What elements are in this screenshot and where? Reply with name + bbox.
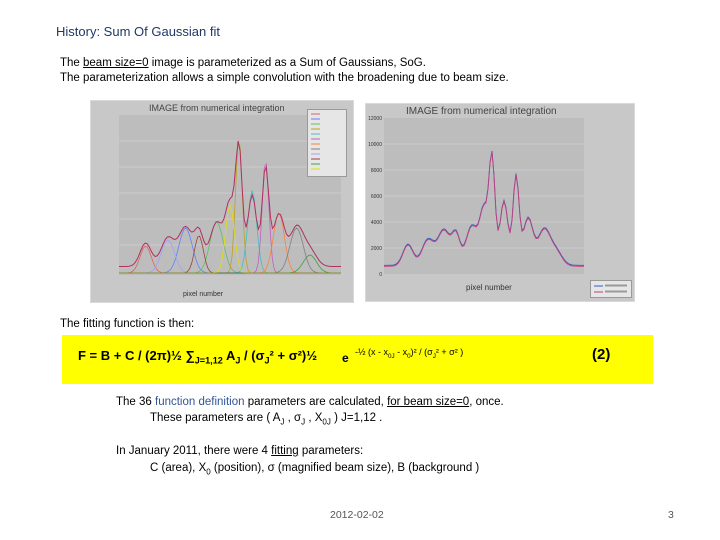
def2-c: , X <box>305 412 323 424</box>
def2-b: , σ <box>284 412 302 424</box>
right-chart-svg <box>384 118 584 274</box>
right-chart-plot-area <box>384 118 584 274</box>
def2-a: These parameters are ( A <box>150 412 281 424</box>
jan2-b: (position), σ (magnified beam size), B (background ) <box>210 462 480 474</box>
slide-date: 2012-02-02 <box>330 509 384 521</box>
right-chart <box>365 103 635 302</box>
formula-main: F = B + C / (2π)½ ∑ <box>78 348 195 363</box>
slide-page-number: 3 <box>668 509 674 521</box>
left-legend-svg <box>308 110 346 176</box>
intro-pre: The <box>60 57 84 69</box>
formula-amplitude-sub: J <box>235 355 241 366</box>
right-ytick-label: 12000 <box>368 116 382 122</box>
january-line-1 <box>116 445 363 457</box>
fitting-formula <box>78 348 317 366</box>
jan-post: parameters: <box>298 445 364 457</box>
definition-line-1 <box>116 396 504 408</box>
def2-sub2: J <box>301 417 306 427</box>
right-chart-xlabel: pixel number <box>466 283 512 292</box>
exp-part-4: ² + σ² ) <box>435 347 464 357</box>
formula-denominator-end: ² + σ²)½ <box>269 348 318 363</box>
slide-title: History: Sum Of Gaussian fit <box>56 24 220 39</box>
equation-number: (2) <box>592 346 611 363</box>
exp-part-3: )² / (σ <box>410 347 433 357</box>
def2-sub1: J <box>280 417 285 427</box>
right-series-line <box>384 152 584 266</box>
def-beam-size: for beam size=0 <box>387 396 470 408</box>
left-series-line <box>119 213 341 273</box>
exp-part-1: -½ (x - x <box>355 347 388 357</box>
intro-post: image is parameterized as a Sum of Gaussians, SoG. <box>148 57 426 69</box>
jan2-sub: 0 <box>206 467 211 477</box>
right-ytick-label: 10000 <box>368 142 382 148</box>
formula-sum-index: J=1,12 <box>194 355 223 366</box>
exp-part-2: - x <box>394 347 408 357</box>
def-pre: The 36 <box>116 396 155 408</box>
def-function-definition: function definition <box>155 396 245 408</box>
def2-d: ) J=1,12 . <box>330 412 383 424</box>
right-ytick-label: 0 <box>379 272 382 278</box>
fitting-intro: The fitting function is then: <box>60 318 195 330</box>
intro-line-1 <box>60 57 426 69</box>
def-mid: parameters are calculated, <box>244 396 388 408</box>
left-chart <box>90 100 354 303</box>
def2-sub3: 0J <box>322 417 331 427</box>
right-ytick-label: 8000 <box>370 168 382 174</box>
left-chart-legend <box>307 109 347 177</box>
jan-fitting: fitting <box>271 445 299 457</box>
jan-pre: In January 2011, there were 4 <box>116 445 272 457</box>
exp-sub-2: 0 <box>407 352 411 360</box>
formula-amplitude: A <box>222 348 236 363</box>
intro-line-2: The parameterization allows a simple convolution with the broadening due to beam size. <box>60 72 509 84</box>
formula-exp-base: e <box>342 351 349 365</box>
right-ytick-label: 6000 <box>370 194 382 200</box>
def-post: , once. <box>469 396 504 408</box>
right-chart-legend <box>590 280 632 298</box>
formula-sigma-sub: J <box>264 355 270 366</box>
left-series-line <box>119 206 341 274</box>
formula-exponent <box>355 347 463 360</box>
january-line-2 <box>150 462 479 476</box>
left-series-line <box>119 222 341 273</box>
right-chart-title: IMAGE from numerical integration <box>406 106 557 117</box>
right-ytick-label: 2000 <box>370 246 382 252</box>
exp-sub-3: J <box>432 352 436 360</box>
definition-line-2 <box>150 412 382 426</box>
formula-denominator: / (σ <box>240 348 265 363</box>
right-legend-svg <box>591 281 631 297</box>
right-ytick-label: 4000 <box>370 220 382 226</box>
jan2-a: C (area), X <box>150 462 207 474</box>
exp-sub-1: 0J <box>388 352 395 360</box>
left-chart-xlabel: pixel number <box>183 291 224 298</box>
intro-beam-size: beam size=0 <box>83 57 149 69</box>
left-chart-title: IMAGE from numerical integration <box>149 103 285 113</box>
